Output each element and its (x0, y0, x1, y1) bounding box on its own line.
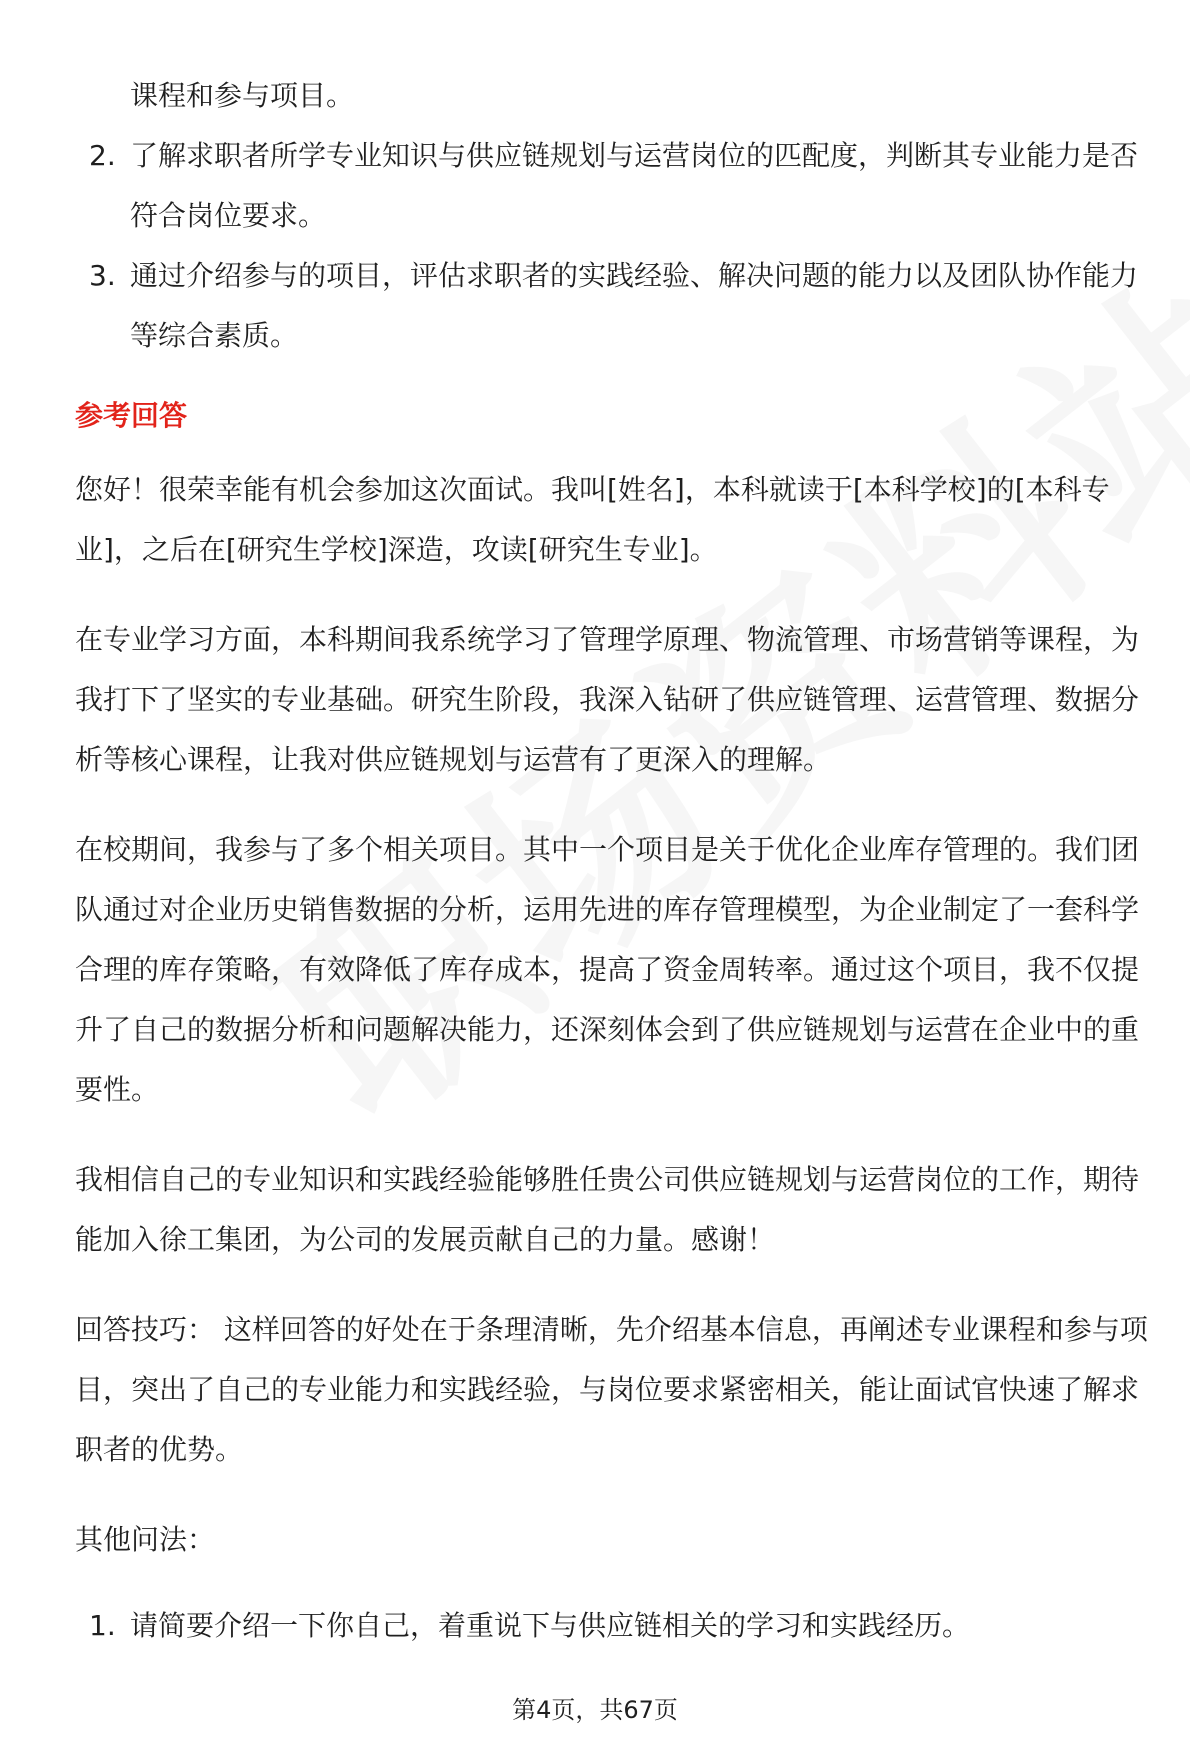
list-text: 请简要介绍一下你自己，着重说下与供应链相关的学习和实践经历。 (130, 1609, 971, 1642)
list-item (75, 126, 1165, 246)
answer-paragraph: 我相信自己的专业知识和实践经验能够胜任贵公司供应链规划与运营岗位的工作，期待能加入徐工集团，为公司的发展贡献自己的力量。感谢！ (75, 1163, 1140, 1256)
reference-answer-heading: 参考回答 (75, 399, 188, 432)
other-questions-heading: 其他问法： (75, 1523, 216, 1556)
answer-tips: 回答技巧： 这样回答的好处在于条理清晰，先介绍基本信息，再阐述专业课程和参与项目，突出了自己的专业能力和实践经验，与岗位要求紧密相关，能让面试官快速了解求职者的优势。 (75, 1313, 1148, 1466)
list-text: 通过介绍参与的项目，评估求职者的实践经验、解决问题的能力以及团队协作能力等综合素质。 (130, 259, 1139, 352)
answer-paragraph: 在校期间，我参与了多个相关项目。其中一个项目是关于优化企业库存管理的。我们团队通过对企业历史销售数据的分析，运用先进的库存管理模型，为企业制定了一套科学合理的库存策略，有效降低了库存成本，提高了资金周转率。通过这个项目，我不仅提升了自己的数据分析和问题解决能力，还深刻体会到了供应链规划与运营在企业中的重要性。 (75, 833, 1140, 1106)
page-footer: 第4页，共67页 (512, 1696, 678, 1724)
page-content (75, 66, 1165, 1656)
list-text: 了解求职者所学专业知识与供应链规划与运营岗位的匹配度，判断其专业能力是否符合岗位要求。 (130, 139, 1139, 232)
answer-paragraph: 在专业学习方面，本科期间我系统学习了管理学原理、物流管理、市场营销等课程，为我打下了坚实的专业基础。研究生阶段，我深入钻研了供应链管理、运营管理、数据分析等核心课程，让我对供应链规划与运营有了更深入的理解。 (75, 623, 1140, 776)
list-number: 1. (89, 1609, 116, 1642)
list-item (75, 246, 1165, 366)
purpose-list (75, 126, 1165, 366)
list-number: 3. (89, 259, 116, 292)
other-questions-list (75, 1596, 1165, 1656)
answer-paragraph: 您好！很荣幸能有机会参加这次面试。我叫[姓名]，本科就读于[本科学校]的[本科专业]，之后在[研究生学校]深造，攻读[研究生专业]。 (75, 473, 1110, 566)
list-item (75, 1596, 1165, 1656)
list-number: 2. (89, 139, 116, 172)
list-item-continuation: 课程和参与项目。 (130, 79, 355, 112)
